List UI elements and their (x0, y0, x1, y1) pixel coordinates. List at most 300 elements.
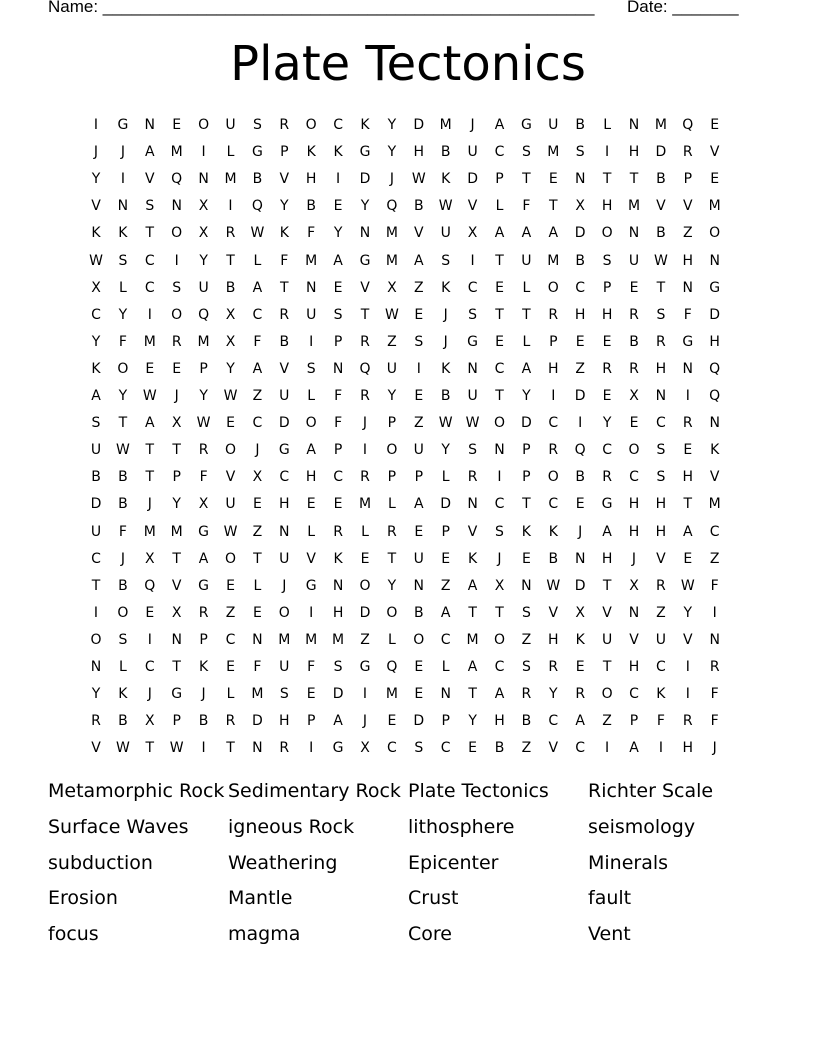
grid-letter: N (440, 686, 451, 703)
grid-letter: V (683, 198, 693, 215)
page-title: Plate Tectonics (230, 36, 586, 92)
grid-letter: J (362, 713, 368, 730)
grid-letter: I (362, 442, 368, 459)
grid-letter: Z (252, 388, 263, 404)
grid-letter: S (468, 306, 478, 323)
grid-letter: B (252, 171, 263, 188)
grid-letter: P (306, 713, 316, 730)
grid-letter: Y (91, 686, 101, 703)
grid-letter: C (467, 279, 478, 296)
grid-letter: N (279, 523, 290, 540)
grid-letter: L (387, 496, 396, 513)
word-list-item: Sedimentary Rock (228, 780, 401, 802)
grid-letter: E (575, 333, 585, 350)
grid-letter: O (171, 306, 183, 323)
grid-letter: E (360, 550, 370, 567)
grid-letter: C (629, 686, 639, 703)
grid-letter: D (278, 415, 290, 432)
grid-letter: D (90, 496, 102, 513)
grid-letter: R (198, 604, 209, 621)
grid-letter: L (118, 279, 127, 296)
grid-letter: Z (225, 604, 236, 621)
grid-letter: P (172, 713, 181, 730)
grid-letter: N (198, 171, 209, 188)
grid-letter: V (225, 469, 236, 486)
grid-letter: Z (387, 333, 397, 350)
grid-letter: B (91, 469, 101, 486)
grid-letter: Y (683, 604, 693, 621)
grid-letter: Y (91, 171, 101, 188)
grid-letter: N (332, 577, 344, 594)
grid-letter: P (414, 469, 424, 486)
grid-letter: L (253, 577, 262, 594)
grid-letter: C (494, 144, 505, 161)
grid-letter: N (574, 171, 586, 188)
grid-letter: O (198, 117, 210, 133)
grid-letter: J (120, 144, 125, 161)
grid-letter: D (521, 415, 532, 432)
grid-letter: G (682, 333, 694, 350)
grid-letter: B (306, 198, 316, 215)
grid-letter: R (171, 333, 182, 350)
grid-letter: M (305, 252, 318, 269)
grid-letter: X (575, 198, 585, 215)
grid-letter: P (602, 279, 612, 296)
grid-letter: S (521, 604, 531, 621)
grid-letter: N (709, 415, 720, 432)
grid-letter: Y (280, 198, 289, 215)
grid-letter: F (280, 252, 289, 269)
grid-letter: B (440, 144, 451, 161)
grid-letter: E (629, 279, 639, 296)
grid-letter: H (548, 360, 559, 377)
grid-letter: K (279, 225, 289, 242)
grid-letter: L (441, 659, 450, 675)
grid-letter: C (252, 415, 263, 432)
grid-letter: W (169, 740, 184, 757)
grid-letter: R (467, 469, 478, 486)
grid-letter: T (387, 550, 397, 567)
grid-letter: L (495, 198, 504, 215)
grid-letter: A (440, 604, 451, 621)
grid-letter: C (144, 659, 155, 675)
grid-letter: A (683, 523, 693, 540)
grid-letter: C (548, 415, 559, 432)
grid-letter: H (279, 496, 290, 513)
grid-letter: O (386, 604, 398, 621)
grid-letter: D (413, 713, 425, 730)
grid-letter: S (145, 198, 155, 215)
grid-letter: C (629, 469, 639, 486)
grid-letter: C (91, 550, 101, 567)
grid-letter: W (680, 577, 695, 594)
grid-letter: X (171, 415, 182, 432)
name-field-label: Name: ____________________________________________________ (48, 0, 595, 16)
grid-letter: W (223, 388, 238, 404)
grid-letter: Z (414, 415, 424, 432)
grid-letter: E (226, 415, 235, 432)
grid-letter: L (522, 333, 531, 350)
grid-letter: G (305, 577, 317, 594)
grid-letter: B (279, 333, 290, 350)
grid-letter: X (494, 577, 505, 594)
grid-letter: L (522, 279, 531, 296)
grid-letter: K (306, 144, 316, 161)
grid-letter: S (521, 144, 531, 161)
grid-letter: N (682, 360, 694, 377)
grid-letter: C (548, 496, 559, 513)
grid-letter: F (253, 659, 262, 675)
grid-letter: U (413, 550, 424, 567)
grid-letter: L (307, 388, 316, 404)
grid-letter: G (709, 279, 721, 296)
grid-letter: M (547, 252, 560, 269)
grid-letter: T (172, 550, 181, 567)
grid-letter: U (279, 388, 290, 404)
grid-letter: Y (602, 415, 612, 432)
grid-letter: I (685, 686, 690, 703)
grid-letter: T (602, 577, 612, 594)
grid-letter: B (413, 198, 424, 215)
word-list-item: magma (228, 923, 301, 946)
grid-letter: X (467, 225, 478, 242)
grid-letter: F (710, 577, 719, 594)
grid-letter: R (656, 577, 666, 594)
word-list-item: Surface Waves (48, 815, 189, 838)
grid-letter: D (467, 171, 478, 188)
grid-letter: H (413, 144, 425, 161)
grid-letter: T (495, 306, 504, 323)
grid-letter: O (547, 279, 559, 296)
grid-letter: N (359, 225, 371, 242)
grid-letter: U (198, 279, 209, 296)
grid-letter: W (115, 442, 130, 459)
grid-letter: R (360, 469, 370, 486)
grid-letter: B (548, 550, 559, 567)
word-list-item: Crust (408, 887, 459, 910)
grid-letter: N (521, 577, 532, 594)
grid-letter: Q (709, 360, 721, 377)
grid-letter: E (252, 604, 262, 621)
grid-letter: A (548, 225, 559, 242)
grid-letter: I (93, 117, 99, 133)
grid-letter: N (628, 604, 640, 621)
grid-letter: J (201, 686, 206, 703)
grid-letter: A (333, 252, 343, 269)
grid-letter: N (628, 117, 640, 133)
grid-letter: E (414, 659, 424, 675)
grid-letter: S (91, 415, 101, 432)
grid-letter: E (602, 333, 612, 350)
grid-letter: S (414, 333, 424, 350)
grid-letter: L (307, 523, 316, 540)
grid-letter: U (225, 496, 236, 513)
grid-letter: T (172, 659, 181, 675)
grid-letter: W (115, 740, 130, 757)
grid-letter: W (384, 306, 399, 323)
grid-letter: H (682, 740, 694, 757)
grid-letter: K (710, 442, 720, 459)
grid-letter: V (602, 604, 612, 621)
grid-letter: Y (199, 388, 208, 404)
grid-letter: Y (387, 577, 397, 594)
grid-letter: T (522, 171, 531, 188)
grid-letter: E (414, 523, 424, 540)
grid-letter: T (91, 577, 101, 594)
grid-letter: N (171, 631, 182, 648)
grid-letter: E (495, 333, 504, 350)
word-list-item: subduction (48, 851, 153, 874)
grid-letter: K (360, 117, 370, 133)
grid-letter: M (332, 631, 345, 648)
grid-letter: K (91, 225, 101, 242)
grid-letter: A (521, 225, 532, 242)
grid-letter: U (467, 388, 478, 404)
grid-letter: U (601, 631, 613, 648)
grid-letter: C (333, 117, 343, 133)
word-list-item: fault (588, 887, 632, 910)
grid-letter: M (358, 496, 372, 513)
grid-letter: F (656, 713, 665, 730)
grid-letter: F (334, 415, 343, 432)
grid-letter: N (171, 198, 182, 215)
grid-letter: P (441, 713, 450, 730)
grid-letter: A (333, 713, 343, 730)
grid-letter: E (172, 117, 182, 133)
grid-letter: F (118, 333, 127, 350)
grid-letter: E (548, 171, 558, 188)
word-list-item: Epicenter (408, 851, 499, 874)
grid-letter: I (658, 740, 663, 757)
grid-letter: N (144, 117, 156, 133)
grid-letter: H (628, 659, 640, 675)
grid-letter: S (333, 659, 343, 675)
grid-letter: S (468, 442, 478, 459)
grid-letter: B (656, 171, 666, 188)
grid-letter: I (336, 171, 341, 188)
grid-letter: K (333, 144, 343, 161)
grid-letter: C (575, 279, 586, 296)
grid-letter: E (145, 604, 155, 621)
grid-letter: G (171, 686, 183, 703)
grid-letter: Q (144, 577, 156, 594)
grid-letter: O (601, 686, 613, 703)
grid-letter: U (548, 117, 559, 133)
grid-letter: A (252, 279, 263, 296)
grid-letter: K (441, 171, 451, 188)
grid-letter: F (199, 469, 208, 486)
grid-letter: T (522, 306, 531, 323)
grid-letter: B (118, 577, 128, 594)
grid-letter: R (602, 360, 612, 377)
grid-letter: A (629, 740, 639, 757)
word-list-item: Vent (588, 923, 631, 946)
grid-letter: Y (333, 225, 343, 242)
grid-letter: R (225, 713, 236, 730)
grid-letter: G (251, 144, 263, 161)
grid-letter: C (575, 740, 586, 757)
grid-letter: A (602, 523, 612, 540)
grid-letter: E (441, 550, 451, 567)
grid-letter: E (629, 415, 639, 432)
grid-letter: R (387, 523, 397, 540)
grid-letter: J (282, 577, 287, 594)
grid-letter: O (305, 117, 317, 133)
grid-letter: C (656, 415, 666, 432)
grid-letter: A (198, 550, 209, 567)
grid-letter: J (443, 333, 448, 350)
grid-letter: I (201, 144, 206, 161)
grid-letter: K (441, 360, 451, 377)
grid-letter: S (521, 659, 531, 675)
grid-letter: C (494, 360, 505, 377)
grid-letter: H (601, 306, 613, 323)
grid-letter: T (522, 496, 531, 513)
grid-letter: E (521, 550, 531, 567)
grid-letter: O (547, 469, 559, 486)
grid-letter: O (171, 225, 183, 242)
grid-letter: O (413, 631, 425, 648)
word-list-item: Richter Scale (588, 780, 714, 802)
grid-letter: V (414, 225, 424, 242)
grid-letter: B (575, 252, 585, 269)
grid-letter: K (91, 360, 101, 377)
grid-letter: T (468, 686, 477, 703)
grid-letter: A (494, 686, 505, 703)
grid-letter: W (196, 415, 211, 432)
grid-letter: U (90, 442, 102, 459)
grid-letter: R (682, 713, 693, 730)
grid-letter: O (90, 631, 102, 648)
grid-letter: Z (602, 713, 612, 730)
grid-letter: B (118, 496, 128, 513)
grid-letter: V (91, 740, 101, 757)
grid-letter: H (655, 523, 667, 540)
grid-letter: N (467, 360, 478, 377)
grid-letter: A (145, 144, 155, 161)
grid-letter: P (683, 171, 693, 188)
grid-letter: C (91, 306, 101, 323)
grid-letter: X (629, 577, 639, 594)
grid-letter: X (387, 279, 397, 296)
grid-letter: R (360, 333, 370, 350)
grid-letter: K (521, 523, 531, 540)
grid-letter: R (279, 117, 290, 133)
grid-letter: Q (682, 117, 694, 133)
grid-letter: M (466, 631, 479, 648)
grid-letter: M (708, 198, 721, 215)
grid-letter: V (548, 740, 559, 757)
grid-letter: G (359, 659, 371, 675)
grid-letter: A (494, 225, 505, 242)
grid-letter: H (709, 333, 720, 350)
grid-letter: E (306, 686, 316, 703)
grid-letter: N (494, 442, 505, 459)
grid-letter: T (280, 279, 289, 296)
grid-letter: N (305, 279, 317, 296)
grid-letter: D (440, 496, 452, 513)
grid-letter: D (359, 604, 371, 621)
grid-letter: F (522, 198, 531, 215)
grid-letter: G (278, 442, 290, 459)
grid-letter: M (654, 117, 667, 133)
grid-letter: H (305, 469, 317, 486)
grid-letter: K (656, 686, 666, 703)
grid-letter: M (547, 144, 560, 161)
grid-letter: T (145, 469, 155, 486)
grid-letter: C (387, 740, 397, 757)
grid-letter: R (521, 686, 532, 703)
grid-letter: R (709, 659, 720, 675)
grid-letter: G (117, 117, 129, 133)
grid-letter: S (656, 306, 666, 323)
word-list-item: focus (48, 923, 99, 946)
grid-letter: Q (198, 306, 210, 323)
grid-letter: O (117, 604, 129, 621)
grid-letter: H (332, 604, 344, 621)
grid-letter: S (441, 252, 451, 269)
grid-letter: E (172, 360, 182, 377)
grid-letter: R (548, 659, 559, 675)
word-list-item: Mantle (228, 887, 293, 910)
grid-letter: J (255, 442, 260, 459)
grid-letter: I (362, 686, 368, 703)
grid-letter: Y (91, 333, 101, 350)
grid-letter: B (118, 469, 128, 486)
grid-letter: K (199, 659, 209, 675)
grid-letter: J (147, 496, 152, 513)
grid-letter: Z (414, 279, 424, 296)
grid-letter: H (628, 523, 640, 540)
grid-letter: H (682, 252, 694, 269)
grid-letter: V (709, 144, 720, 161)
grid-letter: C (225, 631, 236, 648)
grid-letter: E (414, 686, 424, 703)
grid-letter: N (467, 496, 478, 513)
grid-letter: L (441, 469, 450, 486)
grid-letter: U (655, 631, 667, 648)
grid-letter: K (468, 550, 478, 567)
grid-letter: U (225, 117, 236, 133)
grid-letter: M (305, 631, 318, 648)
grid-letter: Y (226, 360, 235, 377)
grid-letter: S (252, 117, 262, 133)
grid-letter: L (226, 686, 235, 703)
grid-letter: W (89, 252, 103, 269)
grid-letter: H (601, 198, 613, 215)
grid-letter: U (90, 523, 102, 540)
grid-letter: G (601, 496, 613, 513)
grid-letter: T (683, 496, 693, 513)
grid-letter: I (147, 631, 152, 648)
grid-letter: M (385, 686, 398, 703)
grid-letter: B (225, 279, 236, 296)
grid-letter: E (333, 496, 343, 513)
grid-letter: S (656, 442, 666, 459)
grid-letter: Q (251, 198, 263, 215)
grid-letter: Q (386, 198, 398, 215)
grid-letter: A (414, 496, 424, 513)
grid-letter: Q (574, 442, 586, 459)
grid-letter: U (386, 360, 398, 377)
grid-letter: D (709, 306, 721, 323)
grid-letter: N (117, 198, 129, 215)
grid-letter: M (385, 252, 398, 269)
grid-letter: H (279, 713, 290, 730)
grid-letter: F (334, 388, 343, 404)
grid-letter: Z (656, 604, 666, 621)
grid-letter: J (120, 550, 125, 567)
